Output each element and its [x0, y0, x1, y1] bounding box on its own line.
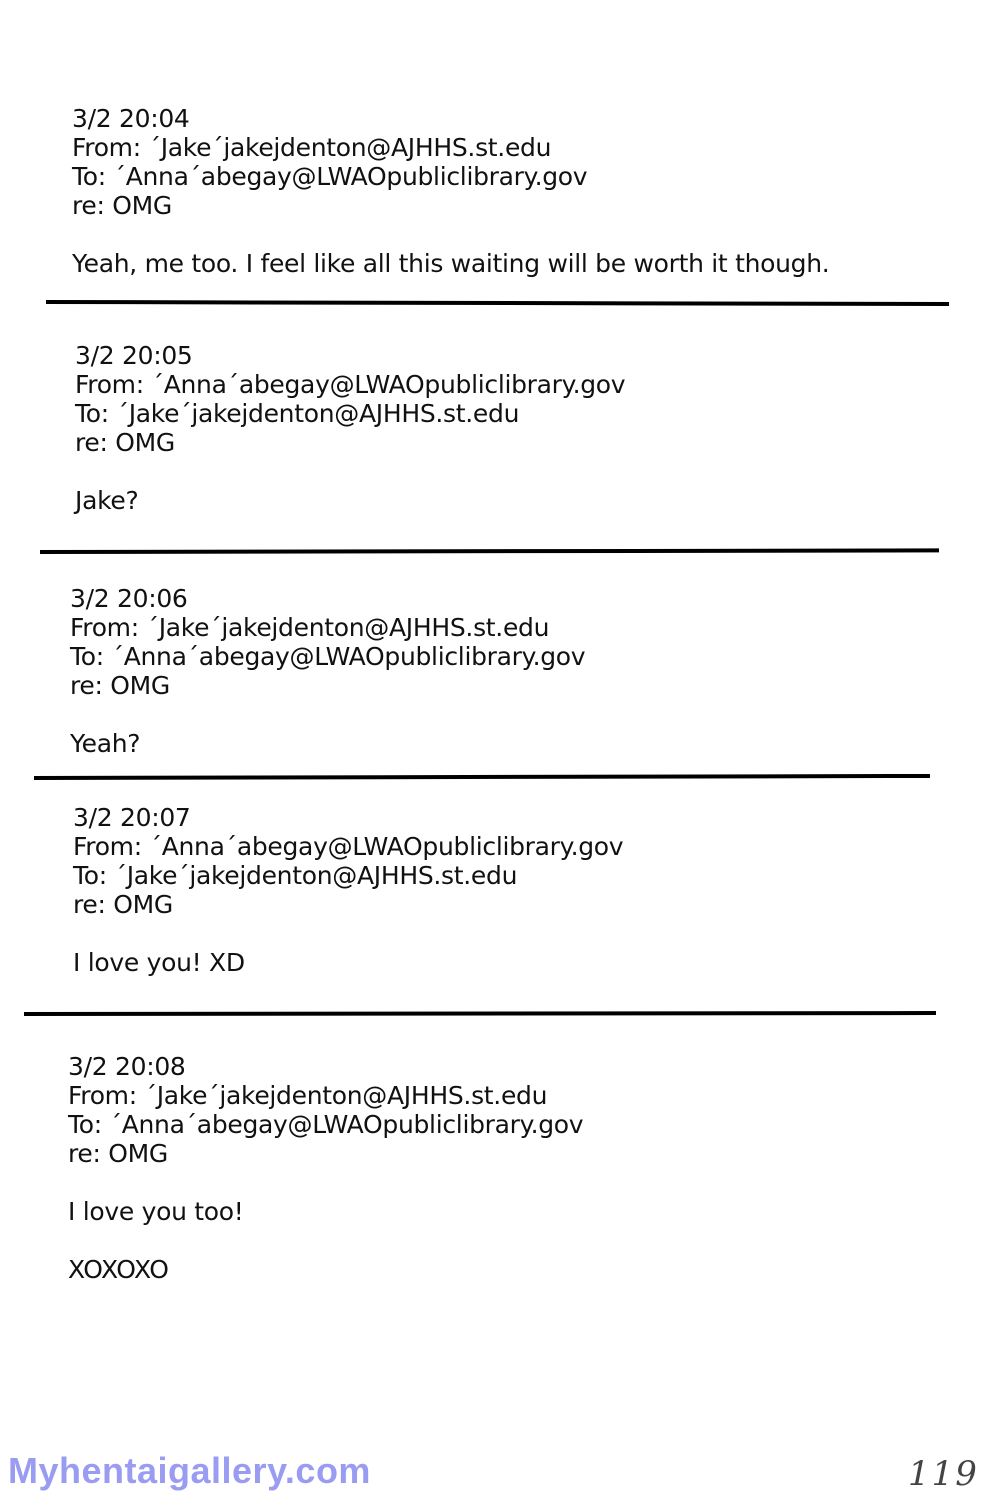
message-to: To: ´Anna´abegay@LWAOpubliclibrary.gov — [70, 642, 586, 671]
divider-line — [40, 548, 939, 554]
email-message — [75, 341, 625, 515]
message-body: I love you too! — [68, 1197, 244, 1226]
divider-line — [46, 300, 949, 306]
page-number: 119 — [908, 1454, 979, 1494]
message-subject: re: OMG — [68, 1139, 168, 1168]
divider-line — [24, 1011, 936, 1016]
message-subject: re: OMG — [70, 671, 170, 700]
message-to: To: ´Anna´abegay@LWAOpubliclibrary.gov — [72, 162, 588, 191]
message-datetime: 3/2 20:06 — [70, 584, 188, 613]
message-datetime: 3/2 20:08 — [68, 1052, 186, 1081]
email-message — [72, 104, 829, 278]
message-from: From: ´Jake´jakejdenton@AJHHS.st.edu — [68, 1081, 548, 1110]
message-from: From: ´Jake´jakejdenton@AJHHS.st.edu — [70, 613, 550, 642]
message-subject: re: OMG — [73, 890, 173, 919]
message-subject: re: OMG — [75, 428, 175, 457]
message-to: To: ´Jake´jakejdenton@AJHHS.st.edu — [75, 399, 520, 428]
message-body: Yeah, me too. I feel like all this waiting will be worth it though. — [72, 249, 830, 278]
email-message — [70, 584, 585, 758]
message-datetime: 3/2 20:05 — [75, 341, 193, 370]
message-from: From: ´Jake´jakejdenton@AJHHS.st.edu — [72, 133, 552, 162]
email-message — [73, 803, 623, 977]
message-from: From: ´Anna´abegay@LWAOpubliclibrary.gov — [75, 370, 626, 399]
email-message — [68, 1052, 583, 1284]
message-body: I love you! XD — [73, 948, 245, 977]
message-body: Yeah? — [70, 729, 141, 758]
message-from: From: ´Anna´abegay@LWAOpubliclibrary.gov — [73, 832, 624, 861]
message-subject: re: OMG — [72, 191, 172, 220]
watermark-text: Myhentaigallery.com — [8, 1450, 371, 1491]
message-to: To: ´Jake´jakejdenton@AJHHS.st.edu — [73, 861, 518, 890]
message-datetime: 3/2 20:07 — [73, 803, 191, 832]
message-datetime: 3/2 20:04 — [72, 104, 190, 133]
message-body: Jake? — [75, 486, 139, 515]
message-signoff: XOXOXO — [68, 1255, 169, 1284]
divider-line — [34, 774, 930, 780]
message-to: To: ´Anna´abegay@LWAOpubliclibrary.gov — [68, 1110, 584, 1139]
